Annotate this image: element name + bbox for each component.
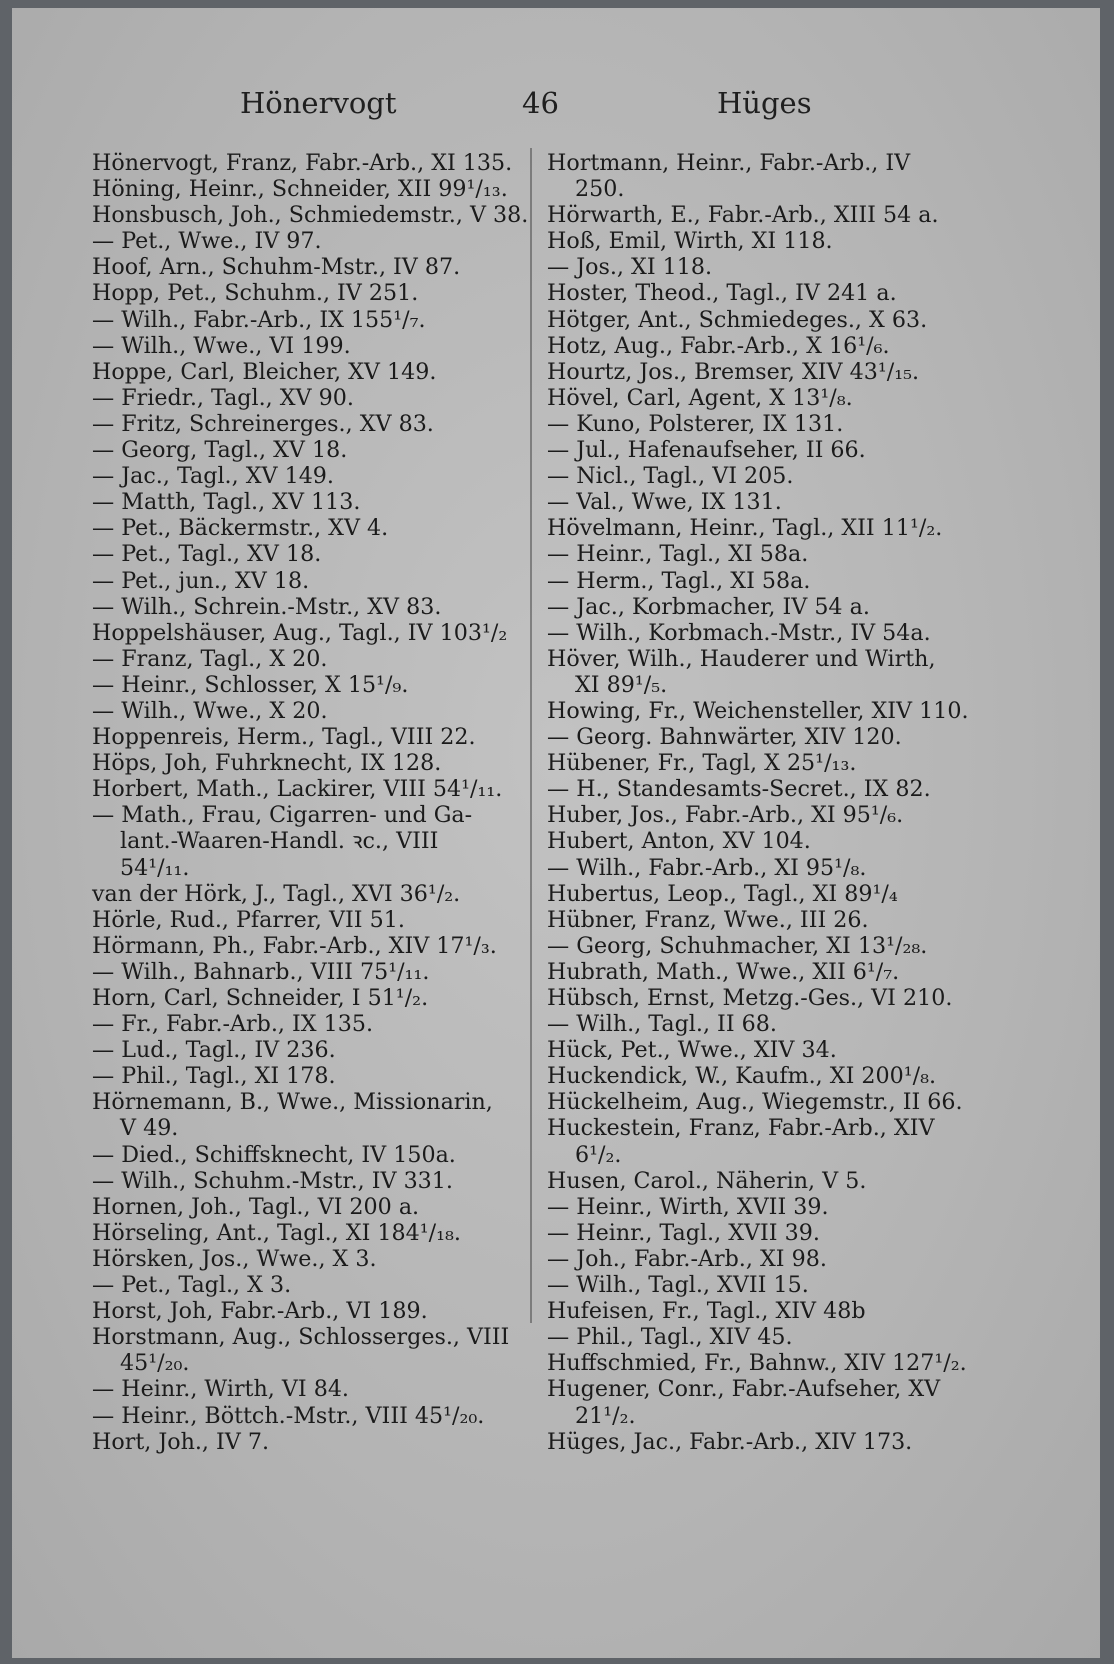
directory-entry-continuation: 250. — [575, 176, 625, 203]
directory-entry: Howing, Fr., Weichensteller, XIV 110. — [547, 697, 969, 724]
directory-entry: — Wilh., Schrein.-Mstr., XV 83. — [92, 593, 442, 620]
directory-entry: van der Hörk, J., Tagl., XVI 36¹/₂. — [92, 880, 461, 907]
directory-entry: Hubrath, Math., Wwe., XII 6¹/₇. — [547, 958, 900, 985]
directory-entry: Huckendick, W., Kaufm., XI 200¹/₈. — [547, 1063, 937, 1090]
header-right-catchword: Hüges — [717, 86, 812, 120]
directory-entry: — Pet., Wwe., IV 97. — [92, 228, 322, 255]
column-divider — [530, 148, 532, 1323]
directory-entry: — Pet., Tagl., X 3. — [92, 1272, 292, 1299]
directory-entry: Hoppelshäuser, Aug., Tagl., IV 103¹/₂ — [92, 619, 508, 646]
directory-page — [12, 8, 1100, 1658]
directory-entry: Hövel, Carl, Agent, X 13¹/₈. — [547, 384, 853, 411]
directory-entry-continuation: 54¹/₁₁. — [120, 854, 190, 881]
directory-entry: Hoster, Theod., Tagl., IV 241 a. — [547, 280, 897, 307]
directory-entry: Honsbusch, Joh., Schmiedemstr., V 38. — [92, 202, 529, 229]
directory-entry: — Wilh., Korbmach.-Mstr., IV 54a. — [547, 619, 931, 646]
directory-entry: Hübsch, Ernst, Metzg.-Ges., VI 210. — [547, 985, 953, 1011]
directory-entry: — Herm., Tagl., XI 58a. — [547, 567, 811, 594]
directory-entry: Hoß, Emil, Wirth, XI 118. — [547, 228, 833, 255]
directory-entry: Höver, Wilh., Hauderer und Wirth, — [547, 645, 936, 672]
directory-entry: Hugener, Conr., Fabr.-Aufseher, XV — [547, 1376, 941, 1403]
directory-entry: Hübner, Franz, Wwe., III 26. — [547, 906, 869, 933]
directory-entry: Huffschmied, Fr., Bahnw., XIV 127¹/₂. — [547, 1350, 967, 1377]
directory-entry: — Wilh., Bahnarb., VIII 75¹/₁₁. — [92, 958, 430, 985]
directory-entry: Horbert, Math., Lackirer, VIII 54¹/₁₁. — [92, 776, 503, 803]
directory-entry: Hörwarth, E., Fabr.-Arb., XIII 54 a. — [547, 202, 939, 229]
directory-entry: — Phil., Tagl., XIV 45. — [547, 1324, 793, 1351]
right-column — [547, 150, 997, 1455]
directory-entry: Hoppenreis, Herm., Tagl., VIII 22. — [92, 724, 476, 751]
directory-entry: — Wilh., Fabr.-Arb., IX 155¹/₇. — [92, 306, 426, 333]
directory-entry: — Pet., jun., XV 18. — [92, 567, 310, 594]
directory-entry: — Died., Schiffsknecht, IV 150a. — [92, 1141, 456, 1168]
directory-entry: Hüges, Jac., Fabr.-Arb., XIV 173. — [547, 1428, 913, 1455]
directory-entry: Huber, Jos., Fabr.-Arb., XI 95¹/₆. — [547, 802, 904, 829]
directory-entry: — Val., Wwe, IX 131. — [547, 489, 782, 516]
directory-entry: — H., Standesamts-Secret., IX 82. — [547, 776, 931, 803]
directory-entry: Huckestein, Franz, Fabr.-Arb., XIV — [547, 1115, 935, 1142]
directory-entry: — Wilh., Wwe., X 20. — [92, 697, 328, 724]
directory-entry: Höps, Joh, Fuhrknecht, IX 128. — [92, 750, 442, 777]
directory-entry: Hörnemann, B., Wwe., Missionarin, — [92, 1089, 493, 1116]
directory-entry: Hubert, Anton, XV 104. — [547, 828, 811, 855]
directory-entry: Hortmann, Heinr., Fabr.-Arb., IV — [547, 150, 911, 176]
directory-entry: Hörseling, Ant., Tagl., XI 184¹/₁₈. — [92, 1219, 461, 1246]
directory-entry: Horn, Carl, Schneider, I 51¹/₂. — [92, 985, 429, 1011]
directory-entry: Hufeisen, Fr., Tagl., XIV 48b — [547, 1298, 866, 1325]
directory-entry: — Georg, Schuhmacher, XI 13¹/₂₈. — [547, 932, 928, 959]
directory-entry: Horstmann, Aug., Schlosserges., VIII — [92, 1324, 510, 1351]
directory-entry: — Lud., Tagl., IV 236. — [92, 1037, 336, 1064]
directory-entry: — Kuno, Polsterer, IX 131. — [547, 410, 844, 437]
directory-entry: Hückelheim, Aug., Wiegemstr., II 66. — [547, 1089, 963, 1116]
directory-entry: — Wilh., Wwe., VI 199. — [92, 332, 351, 359]
directory-entry: — Wilh., Tagl., II 68. — [547, 1011, 777, 1038]
directory-entry: Husen, Carol., Näherin, V 5. — [547, 1167, 867, 1194]
directory-entry: Hubertus, Leop., Tagl., XI 89¹/₄ — [547, 880, 898, 907]
directory-entry-continuation: V 49. — [120, 1115, 179, 1142]
directory-entry: Hotz, Aug., Fabr.-Arb., X 16¹/₆. — [547, 332, 890, 359]
directory-entry: — Jul., Hafenaufseher, II 66. — [547, 437, 866, 464]
directory-entry: — Matth, Tagl., XV 113. — [92, 489, 361, 516]
directory-entry-continuation: 6¹/₂. — [575, 1141, 622, 1168]
directory-entry: — Georg, Tagl., XV 18. — [92, 437, 348, 464]
left-column — [92, 150, 529, 1455]
directory-entry: — Jos., XI 118. — [547, 254, 713, 281]
directory-entry: Hörsken, Jos., Wwe., X 3. — [92, 1245, 377, 1272]
directory-entry: Hopp, Pet., Schuhm., IV 251. — [92, 280, 419, 307]
directory-entry: Hönervogt, Franz, Fabr.-Arb., XI 135. — [92, 150, 513, 176]
directory-entry: — Heinr., Wirth, VI 84. — [92, 1376, 349, 1403]
directory-entry: — Joh., Fabr.-Arb., XI 98. — [547, 1245, 827, 1272]
directory-entry: — Fr., Fabr.-Arb., IX 135. — [92, 1011, 374, 1038]
directory-entry: Hornen, Joh., Tagl., VI 200 a. — [92, 1193, 420, 1220]
directory-entry-continuation: XI 89¹/₅. — [575, 671, 668, 698]
directory-entry: — Phil., Tagl., XI 178. — [92, 1063, 336, 1090]
directory-entry: — Wilh., Schuhm.-Mstr., IV 331. — [92, 1167, 453, 1194]
directory-entry: — Math., Frau, Cigarren- und Ga- — [92, 802, 473, 829]
directory-entry: — Heinr., Tagl., XVII 39. — [547, 1219, 820, 1246]
directory-entry: — Heinr., Schlosser, X 15¹/₉. — [92, 671, 409, 698]
directory-entry: Hoof, Arn., Schuhm-Mstr., IV 87. — [92, 254, 461, 281]
directory-entry: Höning, Heinr., Schneider, XII 99¹/₁₃. — [92, 176, 508, 203]
directory-entry: — Georg. Bahnwärter, XIV 120. — [547, 724, 902, 751]
directory-entry: Hörle, Rud., Pfarrer, VII 51. — [92, 906, 405, 933]
directory-entry: — Pet., Tagl., XV 18. — [92, 541, 322, 568]
directory-entry: — Heinr., Wirth, XVII 39. — [547, 1193, 829, 1220]
page-header — [12, 86, 1100, 122]
directory-entry: Hörmann, Ph., Fabr.-Arb., XIV 17¹/₃. — [92, 932, 497, 959]
directory-entry: Hoppe, Carl, Bleicher, XV 149. — [92, 358, 437, 385]
page-number: 46 — [522, 86, 559, 120]
directory-entry: — Franz, Tagl., X 20. — [92, 645, 328, 672]
directory-entry: Hübener, Fr., Tagl, X 25¹/₁₃. — [547, 750, 857, 777]
directory-entry: — Pet., Bäckermstr., XV 4. — [92, 515, 389, 542]
directory-entry: Horst, Joh, Fabr.-Arb., VI 189. — [92, 1298, 428, 1325]
directory-entry: — Friedr., Tagl., XV 90. — [92, 384, 354, 411]
directory-entry: Hück, Pet., Wwe., XIV 34. — [547, 1037, 837, 1064]
directory-entry: — Wilh., Fabr.-Arb., XI 95¹/₈. — [547, 854, 867, 881]
directory-entry: — Heinr., Tagl., XI 58a. — [547, 541, 809, 568]
directory-entry: — Nicl., Tagl., VI 205. — [547, 463, 794, 490]
directory-entry: Hötger, Ant., Schmiedeges., X 63. — [547, 306, 928, 333]
directory-entry-continuation: 21¹/₂. — [575, 1402, 636, 1429]
directory-entry-continuation: lant.-Waaren-Handl. ꝛc., VIII — [120, 828, 439, 855]
directory-entry: — Jac., Korbmacher, IV 54 a. — [547, 593, 870, 620]
directory-entry: — Heinr., Böttch.-Mstr., VIII 45¹/₂₀. — [92, 1402, 485, 1429]
directory-entry: — Wilh., Tagl., XVII 15. — [547, 1272, 809, 1299]
directory-entry: — Jac., Tagl., XV 149. — [92, 463, 334, 490]
directory-entry-continuation: 45¹/₂₀. — [120, 1350, 190, 1377]
directory-entry: Hourtz, Jos., Bremser, XIV 43¹/₁₅. — [547, 358, 920, 385]
directory-entry: Hövelmann, Heinr., Tagl., XII 11¹/₂. — [547, 515, 943, 542]
header-left-catchword: Hönervogt — [240, 86, 397, 120]
directory-entry: Hort, Joh., IV 7. — [92, 1428, 270, 1455]
directory-entry: — Fritz, Schreinerges., XV 83. — [92, 410, 434, 437]
